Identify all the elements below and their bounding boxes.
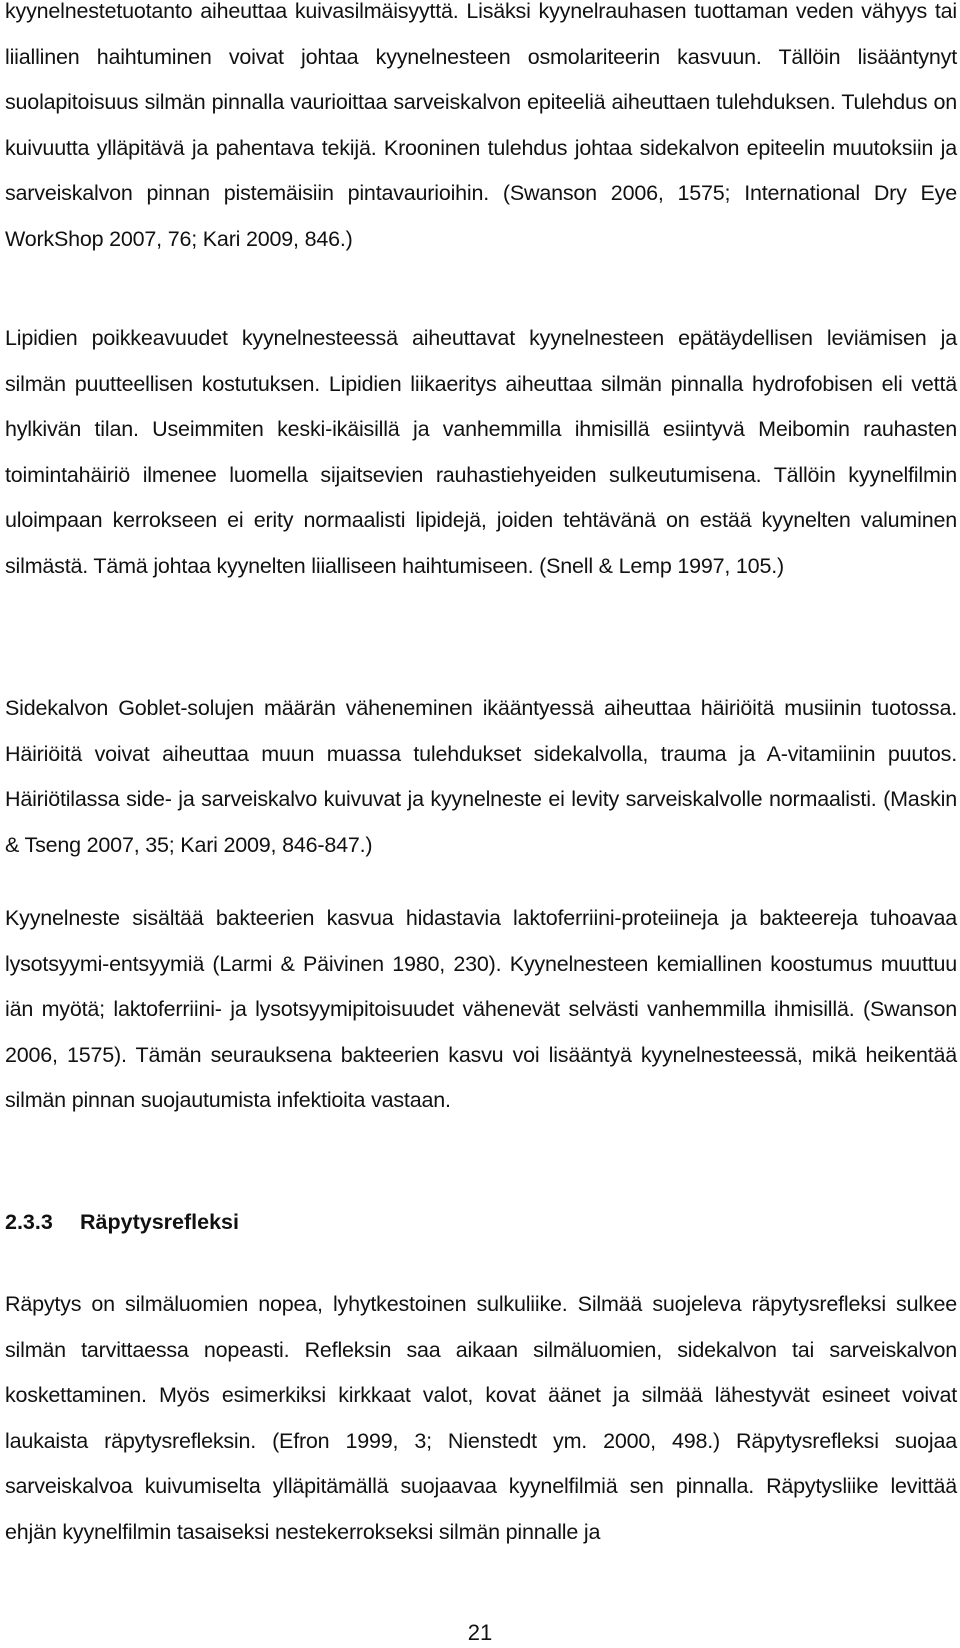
paragraph-tear-composition: Kyynelneste sisältää bakteerien kasvua hidastavia laktoferriini-proteiineja ja bakteereja tuhoavaa lysotsyymi-entsyymiä (Larmi & Päivinen 1980, 230). Kyynelnesteen kemiallinen koostumus muuttuu iän myötä; laktoferriini- ja lysotsyymipitoisuudet vähenevät selvästi vanhemmilla ihmisillä. (Swanson 2006, 1575). Tämän seurauksena bakteerien kasvu voi lisääntyä kyynelnesteessä, mikä heikentää silmän pinnan suojautumista infektioita vastaan. — [5, 906, 957, 1112]
page-number: 21 — [467, 1620, 493, 1645]
paragraph-dry-eye-inflammation: kyynelnestetuotanto aiheuttaa kuivasilmäisyyttä. Lisäksi kyynelrauhasen tuottaman veden vähyys tai liiallinen haihtuminen voivat johtaa kyynelnesteen osmolariteerin kasvuun. Tällöin lisääntynyt suolapitoisuus silmän pinnalla vaurioittaa sarveiskalvon epiteeliä aiheuttaen tulehduksen. Tulehdus on kuivuutta ylläpitävä ja pahentava tekijä. Krooninen tulehdus johtaa sidekalvon epiteelin muutoksiin ja sarveiskalvon pinnan pistemäisiin pintavaurioihin. (Swanson 2006, 1575; International Dry Eye WorkShop 2007, 76; Kari 2009, 846.) — [5, 0, 957, 251]
section-heading — [5, 1204, 239, 1240]
section-title: Räpytysrefleksi — [80, 1210, 239, 1234]
paragraph-goblet-cells: Sidekalvon Goblet-solujen määrän väheneminen ikääntyessä aiheuttaa häiriöitä musiinin tuotossa. Häiriöitä voivat aiheuttaa muun muassa tulehdukset sidekalvolla, trauma ja A-vitamiinin puutos. Häiriötilassa side- ja sarveiskalvo kuivuvat ja kyynelneste ei levity sarveiskalvolle normaalisti. (Maskin & Tseng 2007, 35; Kari 2009, 846-847.) — [5, 696, 957, 857]
paragraph-lipid-abnormalities: Lipidien poikkeavuudet kyynelnesteessä aiheuttavat kyynelnesteen epätäydellisen leviämisen ja silmän puutteellisen kostutuksen. Lipidien liikaeritys aiheuttaa silmän pinnalla hydrofobisen eli vettä hylkivän tilan. Useimmiten keski-ikäisillä ja vanhemmilla ihmisillä esiintyvä Meibomin rauhasten toimintahäiriö ilmenee luomella sijaitsevien rauhastiehyeiden sulkeutumisena. Tällöin kyynelfilmin uloimpaan kerrokseen ei erity normaalisti lipidejä, joiden tehtävänä on estää kyynelten valuminen silmästä. Tämä johtaa kyynelten liialliseen haihtumiseen. (Snell & Lemp 1997, 105.) — [5, 326, 957, 578]
section-number: 2.3.3 — [5, 1210, 53, 1234]
paragraph-blink-reflex: Räpytys on silmäluomien nopea, lyhytkestoinen sulkuliike. Silmää suojeleva räpytysrefleksi sulkee silmän tarvittaessa nopeasti. Refleksin saa aikaan silmäluomien, sidekalvon tai sarveiskalvon koskettaminen. Myös esimerkiksi kirkkaat valot, kovat äänet ja silmää lähestyvät esineet voivat laukaista räpytysrefleksin. (Efron 1999, 3; Nienstedt ym. 2000, 498.) Räpytysrefleksi suojaa sarveiskalvoa kuivumiselta ylläpitämällä suojaavaa kyynelfilmiä sen pinnalla. Räpytysliike levittää ehjän kyynelfilmin tasaiseksi nestekerrokseksi silmän pinnalle ja — [5, 1292, 957, 1544]
